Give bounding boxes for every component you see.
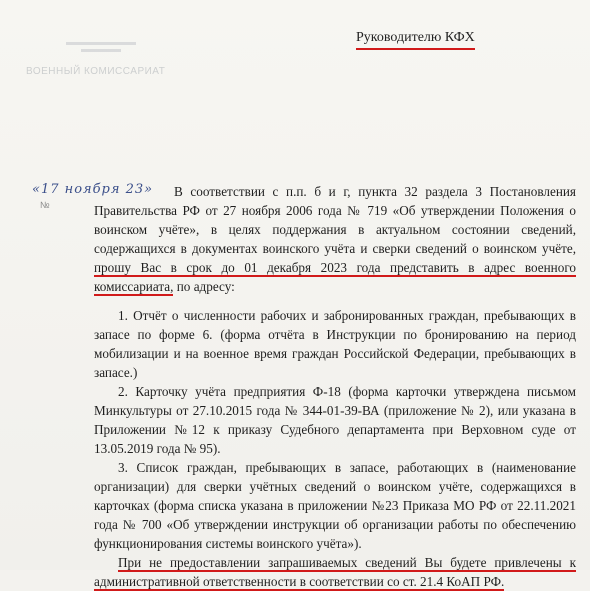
closing-paragraph [94, 553, 576, 591]
intro-highlight: прошу Вас в срок до 01 декабря 2023 года представить в адрес военного комиссариата, [94, 260, 576, 294]
item-3: 3. Список граждан, пребывающих в запасе, работающих в (наименование организации) для сверки учётных сведений о воинском учёте, содержащихся в карточках (форма списка указана в приложении №23 Приказа МО РФ от 22.11.2021 года № 700 «Об утверждении инструкции об организации работы по обеспечению функционирования системы воинского учёта»). [94, 460, 576, 551]
intro-text: В соответствии с п.п. б и г, пункта 32 раздела 3 Постановления Правительства РФ от 27 ноября 2006 года № 719 «Об утверждении Положения о воинском учёте», в целях поддержания в актуальном состоянии сведений, содержащихся в документах воинского учёта и сверки сведений о воинском учёте, [94, 184, 576, 256]
addressee: Руководителю КФХ [356, 30, 475, 50]
item-1: 1. Отчёт о численности рабочих и забронированных граждан, пребывающих в запасе по форме 6. (форма отчёта в Инструкции по бронированию на период мобилизации и на военное время граждан Российской Федерации, пребывающих в запасе.) [94, 308, 576, 380]
item-2: 2. Карточку учёта предприятия Ф-18 (форма карточки утверждена письмом Минкультуры от 27.10.2015 года № 344-01-39-ВА (приложение № 2), или указана в Приложении №12 к приказу Судебного департамента при Верховном суде от 13.05.2019 года № 95). [94, 384, 576, 456]
stamp-emblem-line [66, 42, 136, 45]
stamp-org-name: ВОЕННЫЙ КОМИССАРИАТ [26, 66, 166, 77]
closing-text: При не предоставлении запрашиваемых сведений Вы будете привлечены к административной ответственности в соответствии со ст. 21.4 КоАП РФ. [94, 555, 576, 589]
handwritten-date: «17 ноября 23» [32, 182, 154, 197]
intro-tail: по адресу: [173, 279, 235, 294]
letter-body [94, 182, 576, 591]
intro-paragraph [94, 182, 576, 296]
letterhead-stamp [26, 38, 176, 77]
stamp-emblem-line [81, 49, 121, 52]
document-number-label: № [40, 200, 50, 210]
